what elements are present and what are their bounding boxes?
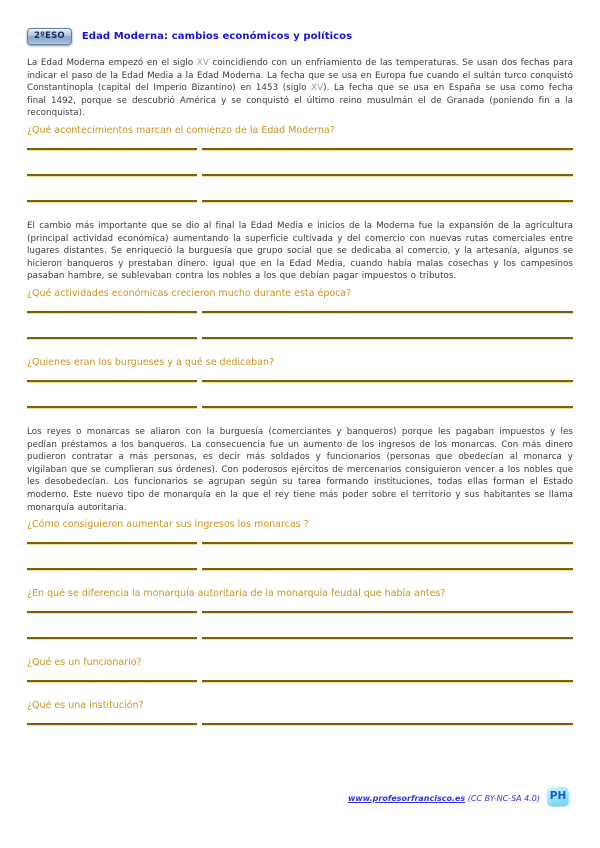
answer-line-left — [27, 148, 197, 151]
answer-line-row — [27, 611, 573, 614]
answer-line-left — [27, 406, 197, 409]
answer-line-left — [27, 568, 197, 571]
answer-line-right — [202, 148, 573, 151]
answer-line-left — [27, 680, 197, 683]
footer-credit — [348, 794, 540, 806]
page-footer — [348, 786, 569, 806]
answer-line-left — [27, 542, 197, 545]
answer-line-row — [27, 568, 573, 571]
grade-badge: 2ºESO — [27, 28, 72, 45]
answer-line-row — [27, 406, 573, 409]
answer-line-row — [27, 174, 573, 177]
answer-line-left — [27, 611, 197, 614]
answer-line-left — [27, 174, 197, 177]
answer-line-right — [202, 200, 573, 203]
answer-line-row — [27, 723, 573, 726]
worksheet-header — [27, 27, 573, 45]
answer-line-row — [27, 380, 573, 383]
license-text: (CC BY-NC-SA 4.0) — [467, 794, 540, 803]
answer-line-row — [27, 637, 573, 640]
answer-line-right — [202, 380, 573, 383]
answer-line-right — [202, 406, 573, 409]
question-4: ¿Cómo consiguieron aumentar sus ingresos los monarcas ? — [27, 519, 309, 531]
question-7: ¿Qué es una institución? — [27, 700, 144, 712]
answer-line-right — [202, 723, 573, 726]
answer-line-row — [27, 680, 573, 683]
answer-line-right — [202, 637, 573, 640]
question-3: ¿Quienes eran los burgueses y a qué se dedicaban? — [27, 356, 275, 368]
answer-line-right — [202, 611, 573, 614]
economy-paragraph: El cambio más importante que se dio al final la Edad Media e inicios de la Moderna fue la expansión de la agricultura (principal actividad económica) aumentando la superficie cultivada y del comercio con nuevas rutas comerciales entre lugares distantes. Se enriqueció la burguesía que grupo social que se dedicaba al comercio, y la artesanía, algunos se hicieron banqueros y prestaban dinero. Igual que en la Edad Media, cuando había malas cosechas y los campesinos pasaban hambre, se sublevaban contra los nobles a los que debían pagar impuestos o tributos. — [27, 220, 573, 282]
answer-line-left — [27, 311, 197, 314]
answer-line-left — [27, 337, 197, 340]
intro-paragraph: La Edad Moderna empezó en el siglo XV coincidiendo con un enfriamiento de las temperaturas. Se usan dos fechas para indicar el paso de la Edad Media a la Edad Moderna. La fecha que se usa en Europa fue cuando el sultán turco conquistó Constantinopla (capital del Imperio Bizantino) en 1453 (siglo XV). La fecha que se usa en España se usa como fecha final 1492, porque se descubrió América y se conquistó el último reino musulmán el de Granada (poniendo fin a la reconquista). — [27, 58, 574, 119]
question-2: ¿Qué actividades económicas crecieron mucho durante esta época? — [27, 287, 352, 299]
answer-line-left — [27, 380, 197, 383]
ph-logo: PH — [547, 786, 569, 806]
answer-line-right — [202, 311, 573, 314]
monarchy-paragraph: Los reyes o monarcas se aliaron con la burguesía (comerciantes y banqueros) porque les pagaban impuestos y les pedían préstamos a los banqueros. La consecuencia fue un aumento de los ingresos de los monarcas. Con más dinero pudieron contratar a más personas, es decir más soldados y funcionarios (personas que obedecían al monarca y vigilaban que se cumplieran sus órdenes). Con poderosos ejércitos de mercenarios consiguieron vencer a los nobles que les desobedecían. Los funcionarios se agrupan según su tarea formando instituciones, todas ellas forman el Estado moderno. Este nuevo tipo de monarquía en la que el rey tiene más poder sobre el territorio y sus habitantes se llama monarquía autoritaria. — [27, 426, 573, 513]
answer-line-right — [202, 680, 573, 683]
answer-line-left — [27, 637, 197, 640]
answer-line-right — [202, 568, 573, 571]
answer-line-row — [27, 542, 573, 545]
question-6: ¿Qué es un funcionario? — [27, 657, 142, 669]
answer-line-row — [27, 200, 573, 203]
question-5: ¿En qué se diferencia la monarquía autoritaria de la monarquía feudal que había antes? — [27, 588, 446, 600]
answer-line-left — [27, 200, 197, 203]
question-1: ¿Qué acontecimientos marcan el comienzo de la Edad Moderna? — [27, 124, 335, 136]
answer-line-right — [202, 542, 573, 545]
answer-line-right — [202, 174, 573, 177]
answer-line-row — [27, 148, 573, 151]
website-link[interactable]: www.profesorfrancisco.es — [347, 794, 466, 803]
answer-line-row — [27, 337, 573, 340]
answer-line-right — [202, 337, 573, 340]
answer-line-row — [27, 311, 573, 314]
answer-line-left — [27, 723, 197, 726]
page-title: Edad Moderna: cambios económicos y políticos — [81, 30, 353, 42]
